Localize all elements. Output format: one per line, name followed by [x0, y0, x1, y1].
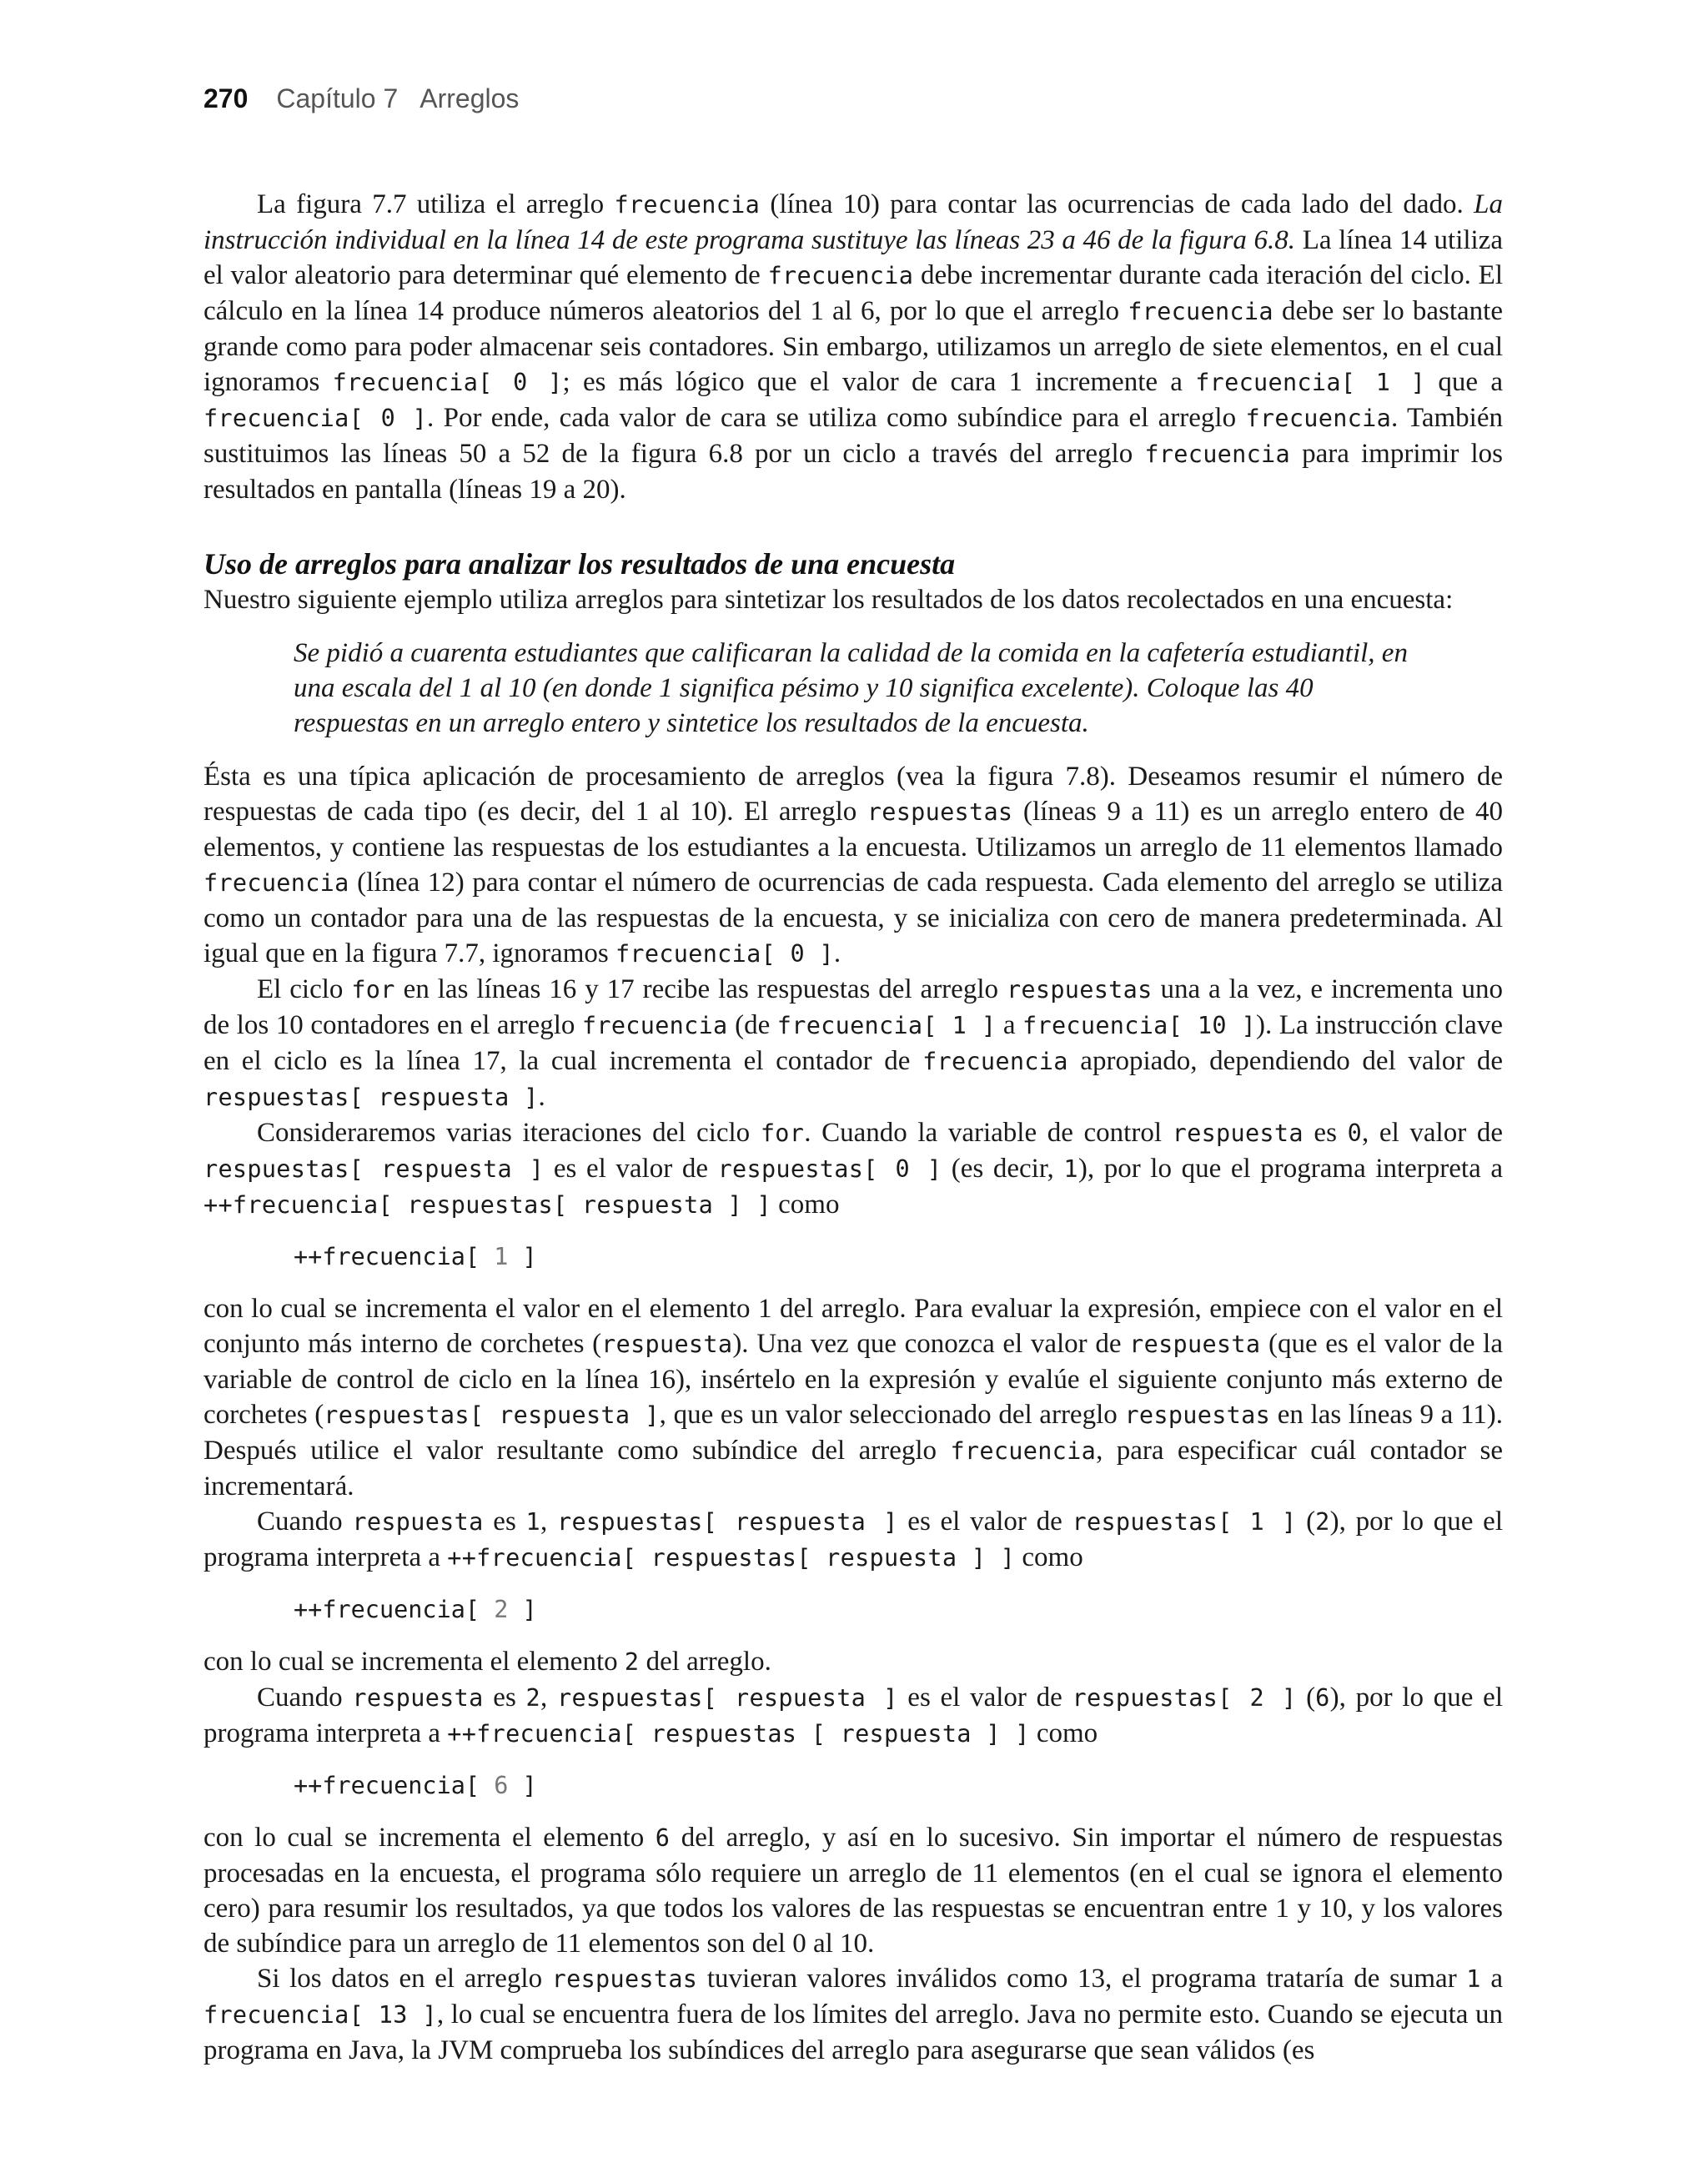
paragraph-9: Cuando respuesta es 2, respuestas[ respuesta ] es el valor de respuestas[ 2 ] (6), por lo que el programa interpreta a ++frecuencia[ respuestas [ respuesta ] ] como	[203, 1683, 1503, 1748]
paragraph-3: Ésta es una típica aplicación de procesamiento de arreglos (vea la figura 7.8). Deseamos resumir el número de respuestas de cada tipo (es decir, del 1 al 10). El arreglo respuestas (líneas 9 a 11) es un arreglo entero de 40 elementos, y contiene las respuestas de los estudiantes a la encuesta. Utilizamos un arreglo de 11 elementos llamado frecuencia (línea 12) para contar el número de ocurrencias de cada respuesta. Cada elemento del arreglo se utiliza como un contador para una de las respuestas de la encuesta, y se inicializa con cero de manera predeterminada. Al igual que en la figura 7.7, ignoramos frecuencia[ 0 ].	[203, 762, 1503, 968]
page-number: 270	[203, 83, 249, 113]
body-text	[203, 187, 1503, 2068]
code-line-1: ++frecuencia[ 1 ]	[294, 1243, 537, 1270]
paragraph-10: con lo cual se incrementa el elemento 6 del arreglo, y así en lo sucesivo. Sin importar el número de respuestas procesadas en la encuesta, el programa sólo requiere un arreglo de 11 elementos (en el cual se ignora el elemento cero) para resumir los resultados, ya que todos los valores de las respuestas se encuentran entre 1 y 10, y los valores de subíndice para un arreglo de 11 elementos son del 0 al 10.	[203, 1823, 1503, 1959]
paragraph-7: Cuando respuesta es 1, respuestas[ respuesta ] es el valor de respuestas[ 1 ] (2), por lo que el programa interpreta a ++frecuencia[ respuestas[ respuesta ] ] como	[203, 1506, 1503, 1572]
paragraph-4: El ciclo for en las líneas 16 y 17 recibe las respuestas del arreglo respuestas una a la vez, e incrementa uno de los 10 contadores en el arreglo frecuencia (de frecuencia[ 1 ] a frecuencia[ 10 ]). La instrucción clave en el ciclo es la línea 17, la cual incrementa el contador de frecuencia apropiado, dependiendo del valor de respuestas[ respuesta ].	[203, 974, 1504, 1112]
running-head	[203, 80, 519, 117]
paragraph-5: Consideraremos varias iteraciones del ciclo for. Cuando la variable de control respuesta es 0, el valor de respuestas[ respuesta ] es el valor de respuestas[ 0 ] (es decir, 1), por lo que el programa interpreta a ++frecuencia[ respuestas[ respuesta ] ] como	[203, 1118, 1504, 1220]
survey-quote: Se pidió a cuarenta estudiantes que calificaran la calidad de la comida en la cafetería estudiantil, en una escala del 1 al 10 (en donde 1 significa pésimo y 10 significa excelente). Coloque las 40 respuestas en un arreglo entero y sintetice los resultados de la encuesta.	[294, 638, 1408, 738]
paragraph-1: La figura 7.7 utiliza el arreglo frecuencia (línea 10) para contar las ocurrencias de cada lado del dado. La instrucción individual en la línea 14 de este programa sustituye las líneas 23 a 46 de la figura 6.8. La línea 14 utiliza el valor aleatorio para determinar qué elemento de frecuencia debe incrementar durante cada iteración del ciclo. El cálculo en la línea 14 produce números aleatorios del 1 al 6, por lo que el arreglo frecuencia debe ser lo bastante grande como para poder almacenar seis contadores. Sin embargo, utilizamos un arreglo de siete elementos, en el cual ignoramos frecuencia[ 0 ]; es más lógico que el valor de cara 1 incremente a frecuencia[ 1 ] que a frecuencia[ 0 ]. Por ende, cada valor de cara se utiliza como subíndice para el arreglo frecuencia. También sustituimos las líneas 50 a 52 de la figura 6.8 por un ciclo a través del arreglo frecuencia para imprimir los resultados en pantalla (líneas 19 a 20).	[203, 189, 1504, 505]
code-line-3: ++frecuencia[ 6 ]	[294, 1772, 537, 1799]
paragraph-6: con lo cual se incrementa el valor en el elemento 1 del arreglo. Para evaluar la expresión, empiece con el valor en el conjunto más interno de corchetes (respuesta). Una vez que conozca el valor de respuesta (que es el valor de la variable de control de ciclo en la línea 16), insértelo en la expresión y evalúe el siguiente conjunto más externo de corchetes (respuestas[ respuesta ], que es un valor seleccionado del arreglo respuestas en las líneas 9 a 11). Después utilice el valor resultante como subíndice del arreglo frecuencia, para especificar cuál contador se incrementará.	[203, 1294, 1504, 1501]
chapter-label: Capítulo 7	[276, 83, 399, 113]
paragraph-11: Si los datos en el arreglo respuestas tuvieran valores inválidos como 13, el programa trataría de sumar 1 a frecuencia[ 13 ], lo cual se encuentra fuera de los límites del arreglo. Java no permite esto. Cuando se ejecuta un programa en Java, la JVM comprueba los subíndices del arreglo para asegurarse que sean válidos (es	[203, 1964, 1503, 2065]
paragraph-8: con lo cual se incrementa el elemento 2 del arreglo.	[203, 1647, 771, 1677]
chapter-title: Arreglos	[419, 83, 520, 113]
code-line-2: ++frecuencia[ 2 ]	[294, 1596, 537, 1623]
paragraph-2: Nuestro siguiente ejemplo utiliza arreglos para sintetizar los resultados de los datos recolectados en una encuesta:	[203, 585, 1454, 615]
section-heading: Uso de arreglos para analizar los resultados de una encuesta	[203, 547, 956, 581]
